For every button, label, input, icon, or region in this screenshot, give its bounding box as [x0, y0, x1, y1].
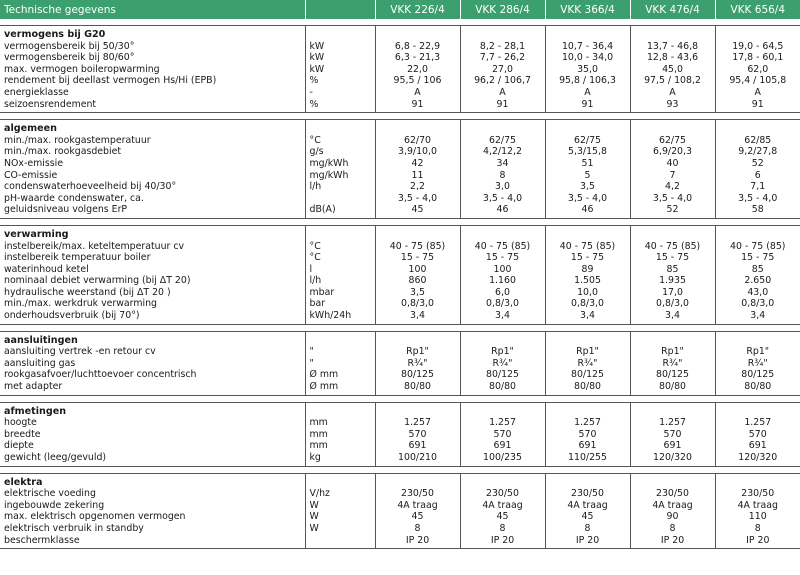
row-value: 15 - 75 — [545, 252, 630, 264]
row-label: gewicht (leeg/gevuld) — [0, 452, 305, 466]
row-unit: g/s — [305, 146, 375, 158]
row-value: 15 - 75 — [715, 252, 800, 264]
row-label: geluidsniveau volgens ErP — [0, 204, 305, 218]
section-title-row — [0, 120, 800, 135]
row-value: IP 20 — [715, 535, 800, 549]
row-value: A — [545, 87, 630, 99]
row-value: 3,5 — [375, 287, 460, 299]
table-row — [0, 158, 800, 170]
row-value: 45,0 — [630, 64, 715, 76]
row-unit: bar — [305, 298, 375, 310]
row-value: 570 — [375, 429, 460, 441]
row-label: CO-emissie — [4, 169, 58, 181]
table-row — [0, 452, 800, 466]
row-value: IP 20 — [545, 535, 630, 549]
row-label: onderhoudsverbruik (bij 70°) — [0, 310, 305, 324]
row-value: 93 — [630, 99, 715, 113]
row-label: beschermklasse — [0, 535, 305, 549]
row-value: 230/50 — [630, 488, 715, 500]
row-value: 90 — [630, 511, 715, 523]
row-value: 3,5 - 4,0 — [375, 193, 460, 205]
row-value: 2,2 — [375, 181, 460, 193]
row-value: A — [715, 87, 800, 99]
table-header — [0, 0, 800, 19]
row-label: hydraulische weerstand (bij ΔT 20 ) — [4, 286, 171, 298]
row-value: 6,8 - 22,9 — [375, 41, 460, 53]
table-row — [0, 429, 800, 441]
row-value: 80/125 — [545, 369, 630, 381]
row-unit: dB(A) — [305, 204, 375, 218]
row-value: 100/210 — [375, 452, 460, 466]
row-label: elektrisch verbruik in standby — [4, 522, 144, 534]
row-value: 691 — [375, 440, 460, 452]
row-unit: kW — [305, 64, 375, 76]
row-value: 3,4 — [460, 310, 545, 324]
table-row — [0, 275, 800, 287]
row-value: 91 — [545, 99, 630, 113]
row-value: 85 — [715, 264, 800, 276]
row-value: 42 — [375, 158, 460, 170]
row-unit: l — [305, 264, 375, 276]
row-unit: W — [305, 500, 375, 512]
row-value: 1.505 — [545, 275, 630, 287]
row-value: 3,4 — [715, 310, 800, 324]
section-title: elektra — [0, 473, 305, 488]
table-row — [0, 204, 800, 218]
row-value: 52 — [715, 158, 800, 170]
spec-section — [0, 26, 800, 113]
section-spacer — [0, 466, 800, 473]
row-unit: mbar — [305, 287, 375, 299]
row-label: diepte — [4, 440, 34, 452]
row-label: breedte — [4, 428, 41, 440]
row-value: 1.257 — [630, 417, 715, 429]
model-column-header: VKK 476/4 — [630, 0, 715, 19]
row-value: 27,0 — [460, 64, 545, 76]
row-value: 62/75 — [630, 135, 715, 147]
row-value: 9,2/27,8 — [715, 146, 800, 158]
row-value: 4A traag — [630, 500, 715, 512]
spec-section — [0, 225, 800, 324]
spec-section — [0, 473, 800, 549]
row-value: 3,0 — [460, 181, 545, 193]
row-value: 40 - 75 (85) — [460, 241, 545, 253]
table-row — [0, 146, 800, 158]
row-value: 6,3 - 21,3 — [375, 52, 460, 64]
row-value: 3,5 - 4,0 — [460, 193, 545, 205]
row-value: 58 — [715, 204, 800, 218]
row-value: 230/50 — [460, 488, 545, 500]
row-value: 7,1 — [715, 181, 800, 193]
row-value: R¾" — [630, 358, 715, 370]
row-value: 51 — [545, 158, 630, 170]
row-value: 8 — [375, 523, 460, 535]
row-value: 80/125 — [630, 369, 715, 381]
row-value: R¾" — [375, 358, 460, 370]
row-label: aansluiting gas — [4, 357, 76, 369]
row-label: vermogensbereik bij 80/60° — [4, 52, 135, 64]
row-value: 35,0 — [545, 64, 630, 76]
row-value: Rp1" — [545, 346, 630, 358]
row-value: 80/80 — [545, 381, 630, 395]
row-value: 45 — [545, 511, 630, 523]
row-value: 91 — [460, 99, 545, 113]
row-value: 15 - 75 — [460, 252, 545, 264]
row-value: 0,8/3,0 — [460, 298, 545, 310]
row-label: hoogte — [4, 417, 37, 429]
row-value: 4A traag — [715, 500, 800, 512]
row-value: 43,0 — [715, 287, 800, 299]
row-value: 4A traag — [375, 500, 460, 512]
row-value: 8 — [460, 170, 545, 182]
row-unit: °C — [305, 241, 375, 253]
row-unit: V/hz — [305, 488, 375, 500]
table-row — [0, 64, 800, 76]
row-value: 6,9/20,3 — [630, 146, 715, 158]
row-unit: % — [305, 99, 375, 113]
row-value: 0,8/3,0 — [630, 298, 715, 310]
row-value: 80/125 — [460, 369, 545, 381]
model-column-header: VKK 226/4 — [375, 0, 460, 19]
section-title-row — [0, 473, 800, 488]
row-value: 3,5 - 4,0 — [715, 193, 800, 205]
unit-column-header — [305, 0, 375, 19]
row-unit: Ø mm — [305, 381, 375, 395]
row-unit: l/h — [305, 181, 375, 193]
row-value: 3,5 - 4,0 — [545, 193, 630, 205]
section-title: aansluitingen — [0, 331, 305, 346]
row-value: 110/255 — [545, 452, 630, 466]
table-row — [0, 41, 800, 53]
row-value: Rp1" — [715, 346, 800, 358]
row-value: 15 - 75 — [375, 252, 460, 264]
row-value: 4,2/12,2 — [460, 146, 545, 158]
row-value: 46 — [545, 204, 630, 218]
row-value: 80/125 — [715, 369, 800, 381]
row-unit: kW — [305, 41, 375, 53]
section-title-row — [0, 402, 800, 417]
row-value: 8 — [630, 523, 715, 535]
row-unit: °C — [305, 135, 375, 147]
row-value: 96,2 / 106,7 — [460, 75, 545, 87]
row-value: 3,5 - 4,0 — [630, 193, 715, 205]
row-unit — [305, 193, 375, 205]
row-value: 4A traag — [545, 500, 630, 512]
table-title: Technische gegevens — [0, 0, 305, 19]
row-unit: - — [305, 87, 375, 99]
row-unit: W — [305, 523, 375, 535]
row-value: 22,0 — [375, 64, 460, 76]
row-unit: kWh/24h — [305, 310, 375, 324]
section-title-row — [0, 331, 800, 346]
row-value: 230/50 — [545, 488, 630, 500]
row-label: ingebouwde zekering — [4, 499, 105, 511]
table-row — [0, 193, 800, 205]
row-value: 8,2 - 28,1 — [460, 41, 545, 53]
row-label: vermogensbereik bij 50/30° — [4, 40, 135, 52]
row-unit: W — [305, 511, 375, 523]
spec-section — [0, 402, 800, 466]
row-value: 120/320 — [630, 452, 715, 466]
row-label: rookgasafvoer/luchttoevoer concentrisch — [4, 369, 197, 381]
row-unit: kW — [305, 52, 375, 64]
row-value: 91 — [715, 99, 800, 113]
row-value: 17,8 - 60,1 — [715, 52, 800, 64]
row-unit: l/h — [305, 275, 375, 287]
row-unit: mm — [305, 429, 375, 441]
row-label: instelbereik temperatuur boiler — [4, 252, 151, 264]
table-row — [0, 52, 800, 64]
section-spacer — [0, 218, 800, 225]
row-value: 8 — [460, 523, 545, 535]
row-value: R¾" — [715, 358, 800, 370]
section-title: verwarming — [0, 225, 305, 240]
row-value: 1.160 — [460, 275, 545, 287]
row-value: 3,9/10,0 — [375, 146, 460, 158]
row-value: 10,7 - 36,4 — [545, 41, 630, 53]
row-value: 80/80 — [375, 381, 460, 395]
row-value: 91 — [375, 99, 460, 113]
row-value: 10,0 - 34,0 — [545, 52, 630, 64]
model-column-header: VKK 366/4 — [545, 0, 630, 19]
row-label: energieklasse — [4, 86, 69, 98]
table-row — [0, 310, 800, 324]
table-row — [0, 358, 800, 370]
row-value: 95,5 / 106 — [375, 75, 460, 87]
row-value: A — [460, 87, 545, 99]
table-row — [0, 369, 800, 381]
row-value: 3,4 — [375, 310, 460, 324]
row-label: pH-waarde condenswater, ca. — [4, 192, 144, 204]
row-value: 1.257 — [715, 417, 800, 429]
row-value: 85 — [630, 264, 715, 276]
table-row — [0, 511, 800, 523]
row-label: max. elektrisch opgenomen vermogen — [4, 511, 186, 523]
row-value: 52 — [630, 204, 715, 218]
row-value: 230/50 — [715, 488, 800, 500]
row-value: Rp1" — [630, 346, 715, 358]
row-value: 45 — [375, 511, 460, 523]
table-row — [0, 346, 800, 358]
row-value: 62/75 — [545, 135, 630, 147]
row-label: met adapter — [0, 381, 305, 395]
table-row — [0, 241, 800, 253]
row-value: 5 — [545, 170, 630, 182]
row-value: 110 — [715, 511, 800, 523]
row-value: 40 - 75 (85) — [630, 241, 715, 253]
row-value: 12,8 - 43,6 — [630, 52, 715, 64]
row-value: 3,4 — [630, 310, 715, 324]
row-value: 1.257 — [375, 417, 460, 429]
row-value: 7 — [630, 170, 715, 182]
table-row — [0, 488, 800, 500]
row-value: 691 — [630, 440, 715, 452]
row-value: 40 - 75 (85) — [715, 241, 800, 253]
row-value: 3,4 — [545, 310, 630, 324]
row-unit — [305, 535, 375, 549]
section-title: algemeen — [0, 120, 305, 135]
row-label: aansluiting vertrek -en retour cv — [4, 346, 156, 358]
row-value: 1.935 — [630, 275, 715, 287]
row-value: 4,2 — [630, 181, 715, 193]
row-value: 80/80 — [460, 381, 545, 395]
table-row — [0, 500, 800, 512]
table-row — [0, 75, 800, 87]
row-value: 17,0 — [630, 287, 715, 299]
row-value: 97,5 / 108,2 — [630, 75, 715, 87]
row-value: 95,8 / 106,3 — [545, 75, 630, 87]
table-row — [0, 170, 800, 182]
row-value: 15 - 75 — [630, 252, 715, 264]
row-value: 80/80 — [715, 381, 800, 395]
row-unit: " — [305, 358, 375, 370]
row-value: A — [375, 87, 460, 99]
row-label: rendement bij deellast vermogen Hs/Hi (EPB) — [4, 75, 217, 87]
section-spacer — [0, 395, 800, 402]
row-unit: % — [305, 75, 375, 87]
row-label: min./max. rookgastemperatuur — [4, 134, 151, 146]
row-value: 46 — [460, 204, 545, 218]
row-label: seizoensrendement — [0, 99, 305, 113]
model-column-header: VKK 286/4 — [460, 0, 545, 19]
row-label: NOx-emissie — [4, 157, 63, 169]
row-value: 62,0 — [715, 64, 800, 76]
row-value: 6,0 — [460, 287, 545, 299]
row-value: 19,0 - 64,5 — [715, 41, 800, 53]
row-value: 34 — [460, 158, 545, 170]
section-title: vermogens bij G20 — [0, 26, 305, 41]
row-value: 45 — [460, 511, 545, 523]
row-value: 7,7 - 26,2 — [460, 52, 545, 64]
table-row — [0, 440, 800, 452]
row-label: nominaal debiet verwarming (bij ΔT 20) — [4, 275, 191, 287]
spec-section — [0, 120, 800, 219]
table-row — [0, 523, 800, 535]
row-value: R¾" — [545, 358, 630, 370]
row-value: Rp1" — [460, 346, 545, 358]
row-label: elektrische voeding — [4, 488, 96, 500]
table-row — [0, 181, 800, 193]
row-value: 4A traag — [460, 500, 545, 512]
model-column-header: VKK 656/4 — [715, 0, 800, 19]
row-unit: Ø mm — [305, 369, 375, 381]
spec-section — [0, 331, 800, 395]
row-label: waterinhoud ketel — [4, 263, 89, 275]
row-value: 40 - 75 (85) — [375, 241, 460, 253]
row-value: 5,3/15,8 — [545, 146, 630, 158]
row-value: 570 — [545, 429, 630, 441]
section-spacer — [0, 113, 800, 120]
row-value: 40 - 75 (85) — [545, 241, 630, 253]
row-value: 100 — [375, 264, 460, 276]
row-value: 230/50 — [375, 488, 460, 500]
row-label: min./max. rookgasdebiet — [4, 146, 122, 158]
section-spacer — [0, 324, 800, 331]
row-value: 570 — [630, 429, 715, 441]
row-value: IP 20 — [630, 535, 715, 549]
row-value: 3,5 — [545, 181, 630, 193]
row-value: 1.257 — [460, 417, 545, 429]
table-row — [0, 135, 800, 147]
table-row — [0, 298, 800, 310]
table-row — [0, 417, 800, 429]
row-value: 6 — [715, 170, 800, 182]
row-value: 8 — [545, 523, 630, 535]
row-value: 62/85 — [715, 135, 800, 147]
row-value: 62/75 — [460, 135, 545, 147]
row-value: 45 — [375, 204, 460, 218]
row-value: Rp1" — [375, 346, 460, 358]
row-label: min./max. werkdruk verwarming — [4, 298, 157, 310]
row-value: 691 — [460, 440, 545, 452]
row-value: 2.650 — [715, 275, 800, 287]
row-label: condenswaterhoeveelheid bij 40/30° — [4, 181, 177, 193]
row-value: 8 — [715, 523, 800, 535]
table-row — [0, 287, 800, 299]
section-title-row — [0, 26, 800, 41]
row-label: max. vermogen boileropwarming — [4, 63, 160, 75]
row-value: 0,8/3,0 — [715, 298, 800, 310]
row-unit: mm — [305, 440, 375, 452]
row-value: 100/235 — [460, 452, 545, 466]
row-value: 1.257 — [545, 417, 630, 429]
row-value: 89 — [545, 264, 630, 276]
row-unit: mg/kWh — [305, 170, 375, 182]
row-value: 691 — [715, 440, 800, 452]
row-value: 10,0 — [545, 287, 630, 299]
row-value: IP 20 — [375, 535, 460, 549]
row-value: 120/320 — [715, 452, 800, 466]
row-value: 0,8/3,0 — [545, 298, 630, 310]
row-value: 100 — [460, 264, 545, 276]
row-label: instelbereik/max. keteltemperatuur cv — [4, 240, 185, 252]
row-value: 80/125 — [375, 369, 460, 381]
row-value: 40 — [630, 158, 715, 170]
table-row — [0, 99, 800, 113]
row-value: 95,4 / 105,8 — [715, 75, 800, 87]
row-value: 860 — [375, 275, 460, 287]
row-value: 13,7 - 46,8 — [630, 41, 715, 53]
section-title: afmetingen — [0, 402, 305, 417]
row-value: A — [630, 87, 715, 99]
table-row — [0, 87, 800, 99]
table-row — [0, 252, 800, 264]
row-value: 0,8/3,0 — [375, 298, 460, 310]
row-unit: mm — [305, 417, 375, 429]
row-unit: kg — [305, 452, 375, 466]
row-value: 691 — [545, 440, 630, 452]
table-row — [0, 535, 800, 549]
row-value: 570 — [715, 429, 800, 441]
row-value: 80/80 — [630, 381, 715, 395]
row-value: 570 — [460, 429, 545, 441]
row-unit: °C — [305, 252, 375, 264]
row-value: R¾" — [460, 358, 545, 370]
row-value: IP 20 — [460, 535, 545, 549]
row-unit: mg/kWh — [305, 158, 375, 170]
row-value: 62/70 — [375, 135, 460, 147]
row-unit: " — [305, 346, 375, 358]
row-value: 11 — [375, 170, 460, 182]
section-title-row — [0, 225, 800, 240]
table-row — [0, 381, 800, 395]
table-row — [0, 264, 800, 276]
